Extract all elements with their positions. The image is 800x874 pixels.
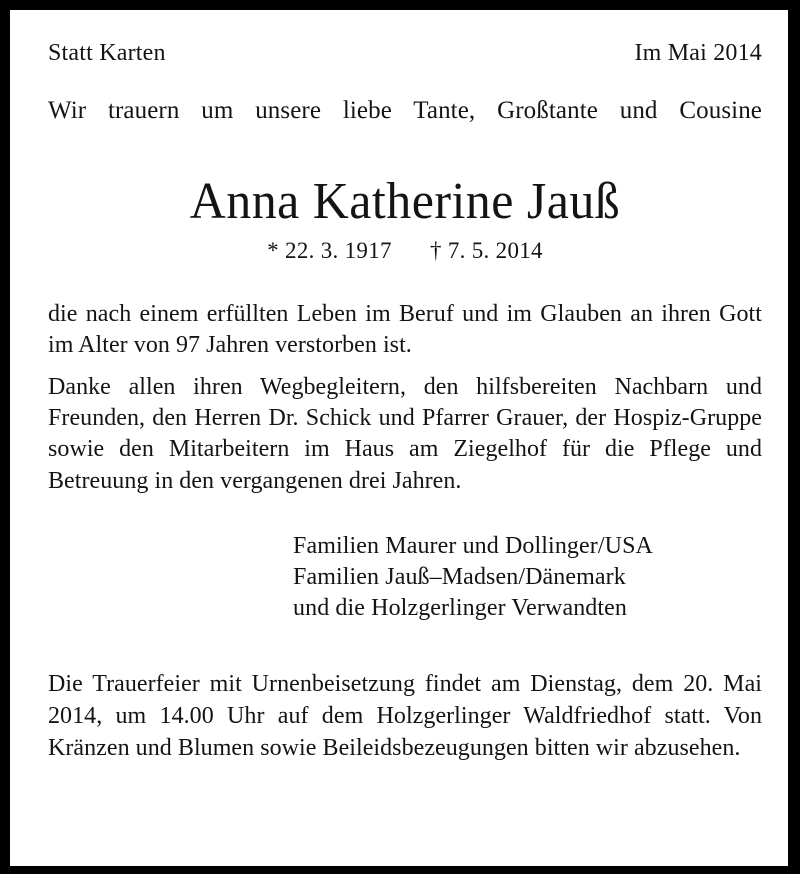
- publication-date-label: Im Mai 2014: [634, 40, 762, 66]
- family-signature-lines: [293, 531, 653, 625]
- mourning-intro-text: Wir trauern um unsere liebe Tante, Großtante und Cousine: [48, 97, 762, 124]
- family-signature-block: [48, 531, 762, 625]
- family-line: Familien Jauß–Madsen/Dänemark: [293, 563, 626, 590]
- birth-symbol: *: [267, 237, 279, 263]
- body-paragraph: Danke allen ihren Wegbegleitern, den hilfsbereiten Nachbarn und Freunden, den Herren Dr. Schick und Pfarrer Grauer, der Hospiz-Gruppe sowie den Mitarbeitern im Haus am Ziegelhof für die Pflege und Betreuung in den vergangenen drei Jahren.: [48, 373, 762, 494]
- birth-date: 22. 3. 1917: [285, 237, 392, 263]
- obituary-body: [48, 299, 762, 497]
- family-line: und die Holzgerlinger Verwandten: [293, 595, 628, 622]
- family-line: Familien Maurer und Dollinger/USA: [293, 532, 653, 559]
- life-dates: [48, 238, 762, 264]
- death-date: 7. 5. 2014: [447, 237, 543, 263]
- obituary-card: [10, 10, 788, 866]
- body-paragraph: die nach einem erfüllten Leben im Beruf und im Glauben an ihren Gott im Alter von 97 Jahren verstorben ist.: [48, 300, 762, 358]
- statt-karten-label: Statt Karten: [48, 40, 166, 66]
- notice-header: [48, 10, 762, 67]
- funeral-details-text: Die Trauerfeier mit Urnenbeisetzung findet am Dienstag, dem 20. Mai 2014, um 14.00 Uhr auf dem Holzgerlinger Waldfriedhof statt. Von Kränzen und Blumen sowie Beileidsbezeugungen bitten wir abzusehen.: [48, 671, 762, 761]
- deceased-name: Anna Katherine Jauß: [189, 173, 621, 230]
- funeral-details-block: [48, 669, 762, 764]
- death-symbol: †: [429, 237, 442, 263]
